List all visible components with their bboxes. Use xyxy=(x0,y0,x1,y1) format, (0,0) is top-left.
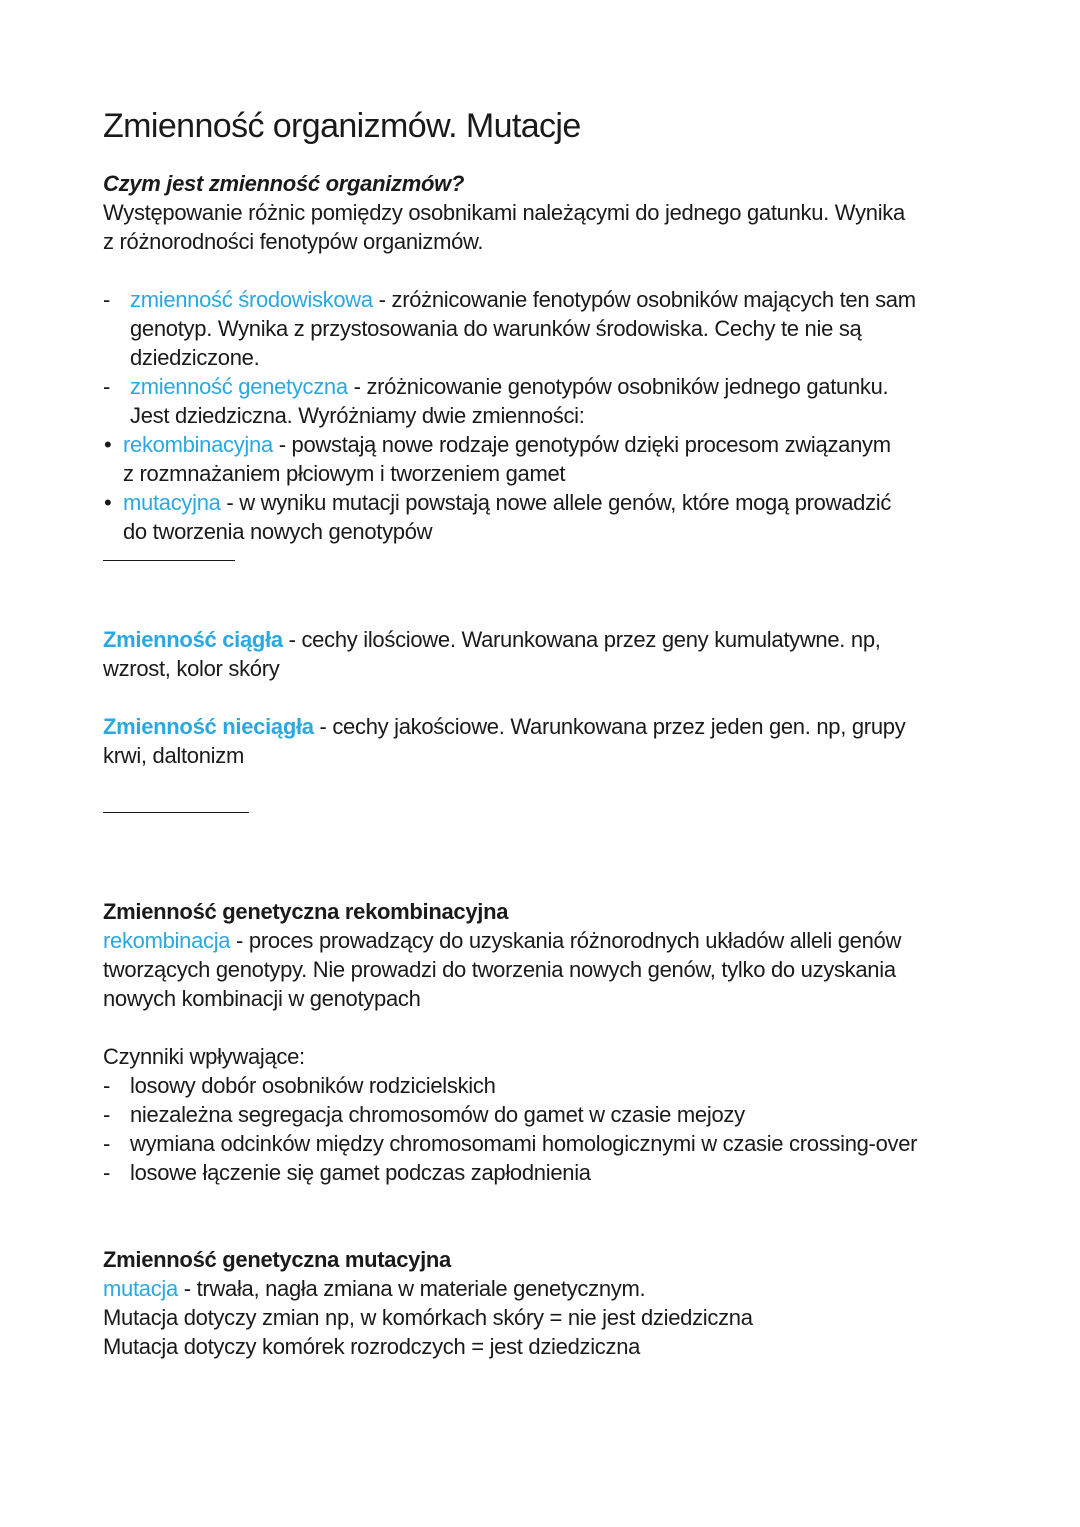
term-description: - cechy jakościowe. Warunkowana przez jeden gen. np, grupy krwi, daltonizm xyxy=(103,714,906,768)
document-page xyxy=(103,105,1003,1361)
term-description: - zróżnicowanie genotypów osobników jednego gatunku. Jest dziedziczna. Wyróżniamy dwie zmienności: xyxy=(130,374,889,428)
spacer xyxy=(103,1013,1003,1042)
term-recombination: rekombinacja xyxy=(103,928,231,953)
continuous-paragraph xyxy=(103,625,943,683)
term-mutation: mutacja xyxy=(103,1276,178,1301)
factors-label: Czynniki wpływające: xyxy=(103,1044,305,1069)
list-item: - wymiana odcinków między chromosomami homologicznymi w czasie crossing-over xyxy=(103,1129,1003,1158)
recombination-heading: Zmienność genetyczna rekombinacyjna xyxy=(103,899,509,924)
list-item: - losowy dobór osobników rodzicielskich xyxy=(103,1071,1003,1100)
list-item: - losowe łączenie się gamet podczas zapłodnienia xyxy=(103,1158,1003,1187)
mutation-heading: Zmienność genetyczna mutacyjna xyxy=(103,1247,451,1272)
spacer xyxy=(103,1187,1003,1245)
term-environmental: zmienność środowiskowa xyxy=(130,287,373,312)
mutation-line-1: Mutacja dotyczy zmian np, w komórkach skóry = nie jest dziedziczna xyxy=(103,1305,753,1330)
spacer xyxy=(103,683,1003,712)
genetic-subtypes-list xyxy=(103,430,903,546)
term-description: - trwała, nagła zmiana w materiale genetycznym. xyxy=(177,1276,646,1301)
mutation-paragraph xyxy=(103,1274,1003,1303)
term-discontinuous: Zmienność nieciągła xyxy=(103,714,314,739)
spacer xyxy=(103,256,1003,285)
spacer xyxy=(103,561,1003,625)
term-description: - powstają nowe rodzaje genotypów dzięki procesom związanym z rozmnażaniem płciowym i tworzeniem gamet xyxy=(123,432,891,486)
term-description: - zróżnicowanie fenotypów osobników mających ten sam genotyp. Wynika z przystosowania do warunków środowiska. Cechy te nie są dziedziczone. xyxy=(130,287,916,370)
term-continuous: Zmienność ciągła xyxy=(103,627,283,652)
list-item xyxy=(103,372,930,430)
term-description: - cechy ilościowe. Warunkowana przez geny kumulatywne. np, wzrost, kolor skóry xyxy=(103,627,881,681)
term-mutation-subtype: mutacyjna xyxy=(123,490,221,515)
term-recombination-subtype: rekombinacyjna xyxy=(123,432,273,457)
term-genetic: zmienność genetyczna xyxy=(130,374,348,399)
list-item xyxy=(103,430,903,488)
list-item xyxy=(103,285,983,372)
list-item: - niezależna segregacja chromosomów do gamet w czasie mejozy xyxy=(103,1100,1003,1129)
list-item xyxy=(103,488,903,546)
page-title: Zmienność organizmów. Mutacje xyxy=(103,107,581,145)
recombination-paragraph xyxy=(103,926,963,1013)
discontinuous-paragraph xyxy=(103,712,943,770)
term-description: - w wyniku mutacji powstają nowe allele genów, które mogą prowadzić do tworzenia nowych genotypów xyxy=(123,490,892,544)
intro-answer: Występowanie różnic pomiędzy osobnikami należącymi do jednego gatunku. Wynika z różnorodności fenotypów organizmów. xyxy=(103,200,905,254)
spacer xyxy=(103,813,1003,897)
mutation-line-2: Mutacja dotyczy komórek rozrodczych = jest dziedziczna xyxy=(103,1334,641,1359)
term-description: - proces prowadzący do uzyskania różnorodnych układów alleli genów tworzących genotypy. Nie prowadzi do tworzenia nowych genów, tylko do uzyskania nowych kombinacji w genotypach xyxy=(103,928,902,1011)
factors-list xyxy=(103,1071,1003,1187)
variability-types-list xyxy=(103,285,983,430)
intro-question: Czym jest zmienność organizmów? xyxy=(103,171,465,196)
